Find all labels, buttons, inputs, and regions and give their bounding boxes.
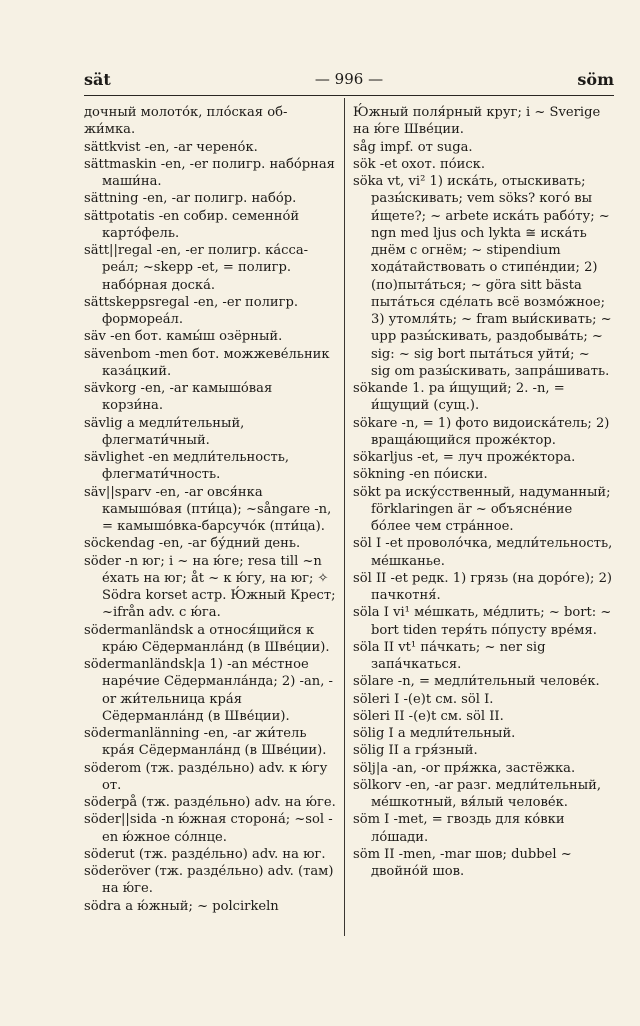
dictionary-entry: södra a ю́жный; ~ polcirkeln — [84, 898, 279, 914]
dictionary-entry: sättpotatis -en собир. семенно́й карто́фель. — [84, 208, 300, 241]
dictionary-entry: sökande 1. pa и́щущий; 2. -n, = и́щущий (сущ.). — [353, 381, 565, 414]
dictionary-entry: sölj|a -an, -or пря́жка, застёжка. — [353, 760, 576, 776]
dictionary-entry: sölig I a медли́тельный. — [353, 726, 516, 741]
dictionary-entry: sävkorg -en, -ar камышо́вая корзи́на. — [84, 381, 273, 414]
dictionary-entry: sättskeppsregal -en, -er полигр. формореа́л. — [84, 294, 299, 327]
page-header — [84, 70, 614, 96]
dictionary-entry: säv -en бот. камы́ш озёрный. — [84, 329, 283, 345]
dictionary-entry: söder||sida -n ю́жная сторона́; ~sol -en ю́жное со́лнце. — [84, 812, 333, 845]
dictionary-entry: söla I vi¹ ме́шкать, ме́длить; ~ bort: ~ bort tiden теря́ть по́пусту вре́мя. — [353, 605, 612, 638]
dictionary-entry: söderöver (тж. разде́льно) adv. (там) на ю́ге. — [84, 864, 334, 897]
dictionary-entry: södermanländsk|a 1) -an ме́стное наре́чие Сёдерманла́нда; 2) -an, -or жи́тельница кра́я Сёдерманла́нд (в Шве́ции). — [84, 657, 333, 724]
dictionary-entry: söl II -et редк. 1) грязь (на доро́ге); 2) пачкотня́. — [353, 570, 613, 603]
header-left-word: sät — [84, 70, 111, 89]
dictionary-entry: sölkorv -en, -ar разг. медли́тельный, ме́шкотный, вя́лый челове́к. — [353, 777, 602, 810]
dictionary-entry: söm II -men, -mar шов; dubbel ~ двойно́й шов. — [353, 846, 572, 879]
dictionary-entry: sölare -n, = медли́тельный челове́к. — [353, 674, 600, 690]
dictionary-entry: sävlig a медли́тельный, флегмати́чный. — [84, 415, 245, 448]
dictionary-entry: sättmaskin -en, -er полигр. набо́рная маши́на. — [84, 156, 335, 189]
header-right-word: söm — [577, 70, 614, 89]
dictionary-entry: sättning -en, -ar полигр. набо́р. — [84, 191, 297, 207]
right-column — [353, 104, 613, 880]
dictionary-entry: södermanländsk a относя́щийся к кра́ю Сёдерманла́нд (в Шве́ции). — [84, 622, 330, 655]
dictionary-entry: sölig II a гря́зный. — [353, 743, 478, 759]
dictionary-entry: дочный молото́к, пло́ская об-жи́мка. — [84, 105, 288, 138]
dictionary-entry: säv||sparv -en, -ar овся́нка камышо́вая (пти́ца); ~sångare -n, = камышо́вка-барсучо́к (пти́ца). — [84, 484, 332, 534]
dictionary-entry: söckendag -en, -ar бу́дний день. — [84, 536, 301, 552]
header-rule — [84, 95, 614, 96]
dictionary-entry: sätt||regal -en, -er полигр. ка́сса-реа́л; ~skepp -et, = полигр. набо́рная доска́. — [84, 243, 309, 293]
dictionary-entry: söla II vt¹ па́чкать; ~ ner sig запа́чкаться. — [353, 639, 546, 672]
dictionary-entry: söl I -et проволо́чка, медли́тельность, ме́шканье. — [353, 536, 613, 569]
dictionary-entry: söka vt, vi² 1) иска́ть, отыскивать; разы́скивать; vem söks? кого́ вы и́щете?; ~ arbete иска́ть рабо́ту; ~ ngn med ljus och lykta ≅ иска́ть днём с огнём; ~ stipendium хода́тайствовать о стипе́ндии; 2) (по)пыта́ться; ~ göra sitt bästa пыта́ться сде́лать всё возмо́жное; 3) утомля́ть; ~ fram выи́скивать; ~ upp разы́скивать, раздобыва́ть; ~ sig: ~ sig bort пыта́ться уйти́; ~ sig om разы́скивать, запра́шивать. — [353, 174, 612, 379]
dictionary-entry: sättkvist -en, -ar черено́к. — [84, 139, 258, 155]
dictionary-entry: söderut (тж. разде́льно) adv. на юг. — [84, 846, 326, 862]
dictionary-entry: sävlighet -en медли́тельность, флегмати́чность. — [84, 450, 290, 483]
dictionary-entry: söderom (тж. разде́льно) adv. к ю́гу от. — [84, 760, 328, 793]
dictionary-entry: sävenbom -men бот. можжеве́льник каза́цкий. — [84, 346, 330, 379]
dictionary-entry: söleri I -(e)t см. söl I. — [353, 691, 494, 707]
dictionary-entry: sök -et охот. по́иск. — [353, 156, 486, 172]
column-divider — [344, 98, 345, 936]
dictionary-entry: sökt pa иску́сственный, надуманный; förklaringen är ~ объясне́ние бо́лее чем стра́нное. — [353, 484, 611, 534]
dictionary-entry: sökning -en по́иски. — [353, 467, 488, 483]
dictionary-entry: sökarljus -et, = луч проже́ктора. — [353, 450, 576, 465]
dictionary-entry: söleri II -(e)t см. söl II. — [353, 708, 504, 724]
dictionary-entry: söder -n юг; i ~ на ю́ге; resa till ~n е́хать на юг; åt ~ к ю́гу, на юг; ✧ Södra korset астр. Ю́жный Крест; ~ifrån adv. с ю́га. — [84, 553, 336, 621]
dictionary-entry: södermanlänning -en, -ar жи́тель кра́я Сёдерманла́нд (в Шве́ции). — [84, 726, 327, 759]
dictionary-entry: söm I -met, = гвоздь для ко́вки ло́шади. — [353, 812, 565, 845]
dictionary-entry: sökare -n, = 1) фото видоиска́тель; 2) враща́ющийся проже́ктор. — [353, 415, 610, 448]
page-number: — 996 — — [314, 70, 384, 88]
dictionary-entry: söderpå (тж. разде́льно) adv. на ю́ге. — [84, 795, 336, 810]
dictionary-entry: Ю́жный поля́рный круг; i ~ Sverige на ю́ге Шве́ции. — [353, 105, 601, 138]
dictionary-entry: såg impf. от suga. — [353, 139, 473, 155]
left-column — [84, 104, 336, 915]
